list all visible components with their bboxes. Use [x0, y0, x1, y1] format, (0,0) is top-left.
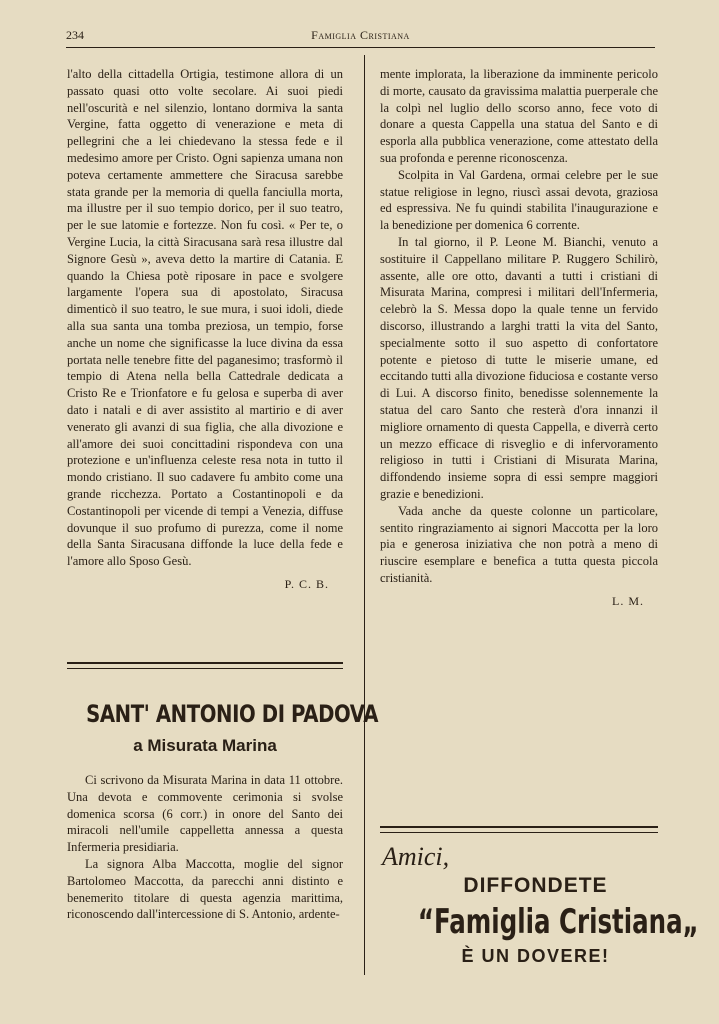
column-divider	[364, 55, 365, 975]
article-headline	[60, 700, 379, 756]
article-paragraph: Vada anche da queste colonne un particolare, sentito ringraziamento ai signori Maccotta per la loro pia e generosa iniziativa che non potrà a meno di riuscire esemplare e benefica a tutta questa piccola cristianità.	[380, 503, 658, 585]
page-header	[66, 24, 655, 44]
article-paragraph: La signora Alba Maccotta, moglie del signor Bartolomeo Maccotta, da parecchi anni distinto e benemerito titolare di questa agenzia marittima, riconoscendo dall'intercessione di S. Antonio, ardente-	[67, 856, 343, 922]
article-paragraph: In tal giorno, il P. Leone M. Bianchi, venuto a sostituire il Cappellano militare P. Ruggero Schilirò, assente, alle ore otto, davanti a tutti i cristiani di Misurata Marina, compresi i militari dell'Infermeria, celebrò la S. Messa dopo la quale tenne un fervido discorso, illustrando a larghi tratti la vita del Santo, specialmente sotto il suo aspetto di confortatore potente e pietoso di tutte le miserie umane, ed eccitando tutti alla divozione fiduciosa e costante verso di Lui. A discorso finito, benedisse solennemente la statua del caro Santo che resterà d'ora innanzi il migliore ornamento di questa Cappella, e diverrà certo un mezzo efficace di risveglio e di infervoramento religioso in tutti i Cristiani di Misurata Marina, diffondendo insieme sopra di essi sempre maggiori grazie e benedizioni.	[380, 234, 658, 501]
page-number: 234	[66, 28, 84, 42]
article-body-left	[67, 772, 343, 923]
continued-article	[67, 66, 343, 593]
header-rule	[66, 47, 655, 48]
advert-line-1: Amici,	[382, 842, 450, 871]
running-title: Famiglia Cristiana	[311, 28, 410, 42]
article-paragraph: mente implorata, la liberazione da imminente pericolo di morte, causato da gravissima malattia puerperale che la colpì nel luglio dello scorso anno, fece voto di donare a questa Cappella una statua del Santo e di esporla alla pubblica venerazione, come attestato della sua profonda e perenne riconoscenza.	[380, 67, 658, 165]
article-paragraph: Scolpita in Val Gardena, ormai celebre per le sue statue religiose in legno, riuscì assai devota, graziosa ed espressiva. Ne fu quindi stabilita l'inaugurazione e la benedizione per domenica 6 corrente.	[380, 167, 658, 233]
advert-line-2: DIFFONDETE	[463, 874, 608, 897]
advert-box	[378, 842, 699, 967]
article-signature: P. C. B.	[284, 576, 329, 591]
article-title: SANT' ANTONIO DI PADOVA	[86, 700, 379, 728]
advert-divider	[380, 826, 658, 833]
article-paragraph: Ci scrivono da Misurata Marina in data 11 ottobre. Una devota e commovente cerimonia si svolse domenica scorsa (6 corr.) in onore del Santo dei miracoli nell'umile cappelletta annessa a questa Infermeria presidiaria.	[67, 773, 343, 855]
article-body-right	[380, 66, 658, 610]
advert-line-3: “Famiglia Cristiana„	[417, 902, 699, 942]
advert-line-4: È UN DOVERE!	[461, 946, 610, 966]
continued-text: l'alto della cittadella Ortigia, testimone allora di un passato quasi otto volte secolare. Ai suoi piedi nell'oscurità e nel silenzio, lontano dormiva la santa Vergine, fatta oggetto di venerazione e meta di pellegrini che a lei chiedevano la stessa fede e il medesimo amore per Cristo. Ogni sapienza umana non poteva certamente ammettere che Siracusa sarebbe stata grande per la memoria di quella fanciulla morta, ma illustre per il suo tempio dorico, per il suo teatro, per le sue latomie e fortezze. Non fu così. « Per te, o Vergine Lucia, la città Siracusana sarà resa illustre dal Signore Gesù », aveva detto la martire di Catania. E quando la Chiesa potè riposare in pace e svolgere largamente l'opera sua di apostolato, Siracusa dimenticò il suo teatro, le sue mura, i suoi idoli, diede alla sua santa una tomba preziosa, un tempio, forse anche un nome che significasse la luce divina da essa portata nelle tenebre fitte del paganesimo; trasformò il tempio di Atena nella bella Cattedrale dedicata a Cristo Re e Trionfatore e fu gelosa e superba di aver dato i natali e di aver assistito al martirio e di aver venerato gli avanzi di sua figlia, che alla divozione e all'amore dei suoi concittadini rispondeva con una protezione e un'influenza celeste resa nota in tutto il mondo cristiano. Il suo cadavere fu ambito come una grande ricchezza. Portato a Costantinopoli e da Costantinopoli per vicende di tempi a Venezia, diffuse dovunque il suo profumo di purezza, come il nome della Santa Siracusana diffonde la luce della fede e l'amore allo Sposo Gesù.	[67, 67, 343, 569]
section-divider	[67, 662, 343, 669]
article-signature: L. M.	[612, 593, 644, 608]
article-subtitle: a Misurata Marina	[133, 736, 277, 755]
